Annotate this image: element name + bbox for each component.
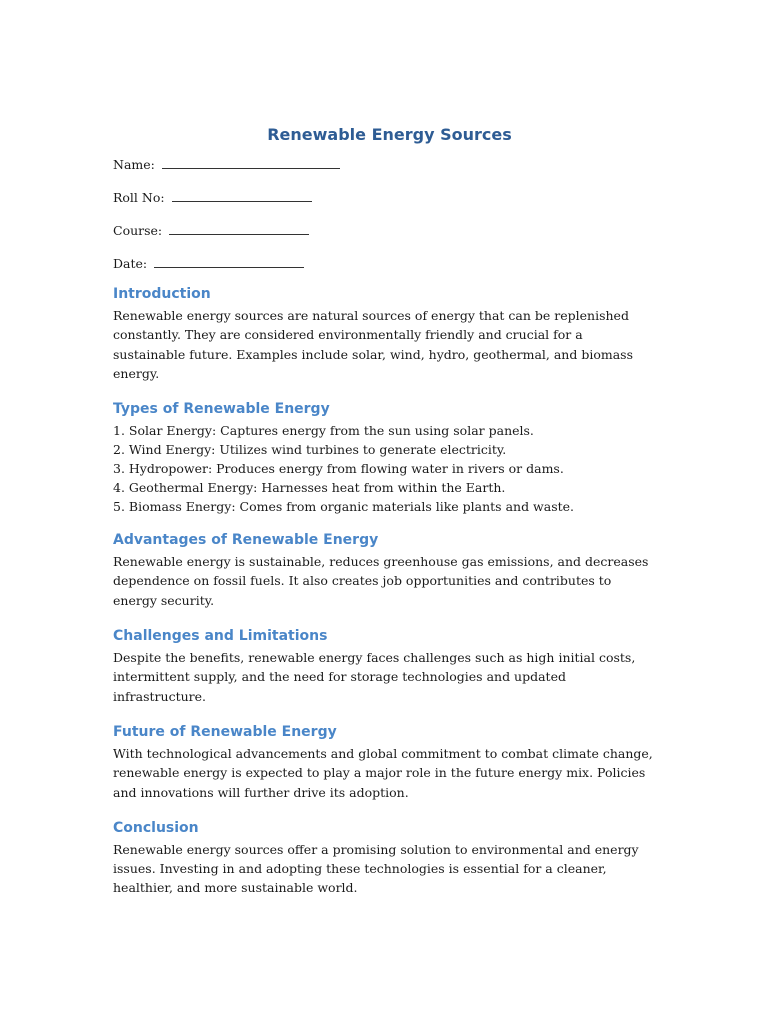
types-section <box>113 399 658 516</box>
list-item: 1. Solar Energy: Captures energy from the sun using solar panels. <box>113 423 534 439</box>
document-title: Renewable Energy Sources <box>267 125 512 144</box>
list-item: 3. Hydropower: Produces energy from flowing water in rivers or dams. <box>113 461 564 477</box>
roll-no-label: Roll No: <box>113 190 165 205</box>
list-item: 4. Geothermal Energy: Harnesses heat from within the Earth. <box>113 480 506 496</box>
introduction-text: Renewable energy sources are natural sources of energy that can be replenished constantly. They are considered environmentally friendly and crucial for a sustainable future. Examples include solar, wind, hydro, geothermal, and biomass energy. <box>113 308 633 381</box>
list-item: 5. Biomass Energy: Comes from organic materials like plants and waste. <box>113 499 575 515</box>
types-list <box>113 421 658 516</box>
advantages-section <box>113 530 658 610</box>
advantages-text: Renewable energy is sustainable, reduces greenhouse gas emissions, and decreases dependence on fossil fuels. It also creates job opportunities and contributes to energy security. <box>113 554 649 608</box>
document-body <box>113 122 658 914</box>
conclusion-text: Renewable energy sources offer a promising solution to environmental and energy issues. Investing in and adopting these technologies is essential for a cleaner, healthier, and more sustainable world. <box>113 841 639 896</box>
list-item: 2. Wind Energy: Utilizes wind turbines to generate electricity. <box>113 442 507 458</box>
conclusion-section <box>113 818 658 898</box>
course-field <box>113 222 658 239</box>
name-blank-line <box>162 156 340 169</box>
challenges-heading: Challenges and Limitations <box>113 628 328 645</box>
roll-no-blank-line <box>172 189 312 202</box>
advantages-heading: Advantages of Renewable Energy <box>113 532 379 549</box>
introduction-section <box>113 284 658 383</box>
date-field <box>113 255 658 272</box>
future-section <box>113 722 658 802</box>
course-label: Course: <box>113 223 163 238</box>
types-heading: Types of Renewable Energy <box>113 401 330 418</box>
future-text: With technological advancements and global commitment to combat climate change, renewable energy is expected to play a major role in the future energy mix. Policies and innovations will further drive its adoption. <box>113 745 653 800</box>
challenges-text: Despite the benefits, renewable energy faces challenges such as high initial costs, intermittent supply, and the need for storage technologies and updated infrastructure. <box>113 650 636 704</box>
name-label: Name: <box>113 157 155 172</box>
conclusion-heading: Conclusion <box>113 819 199 836</box>
roll-no-field <box>113 189 658 206</box>
challenges-section <box>113 626 658 706</box>
future-heading: Future of Renewable Energy <box>113 723 337 740</box>
date-label: Date: <box>113 256 148 271</box>
introduction-heading: Introduction <box>113 286 211 302</box>
course-blank-line <box>169 222 309 235</box>
name-field <box>113 156 658 173</box>
date-blank-line <box>154 255 304 268</box>
